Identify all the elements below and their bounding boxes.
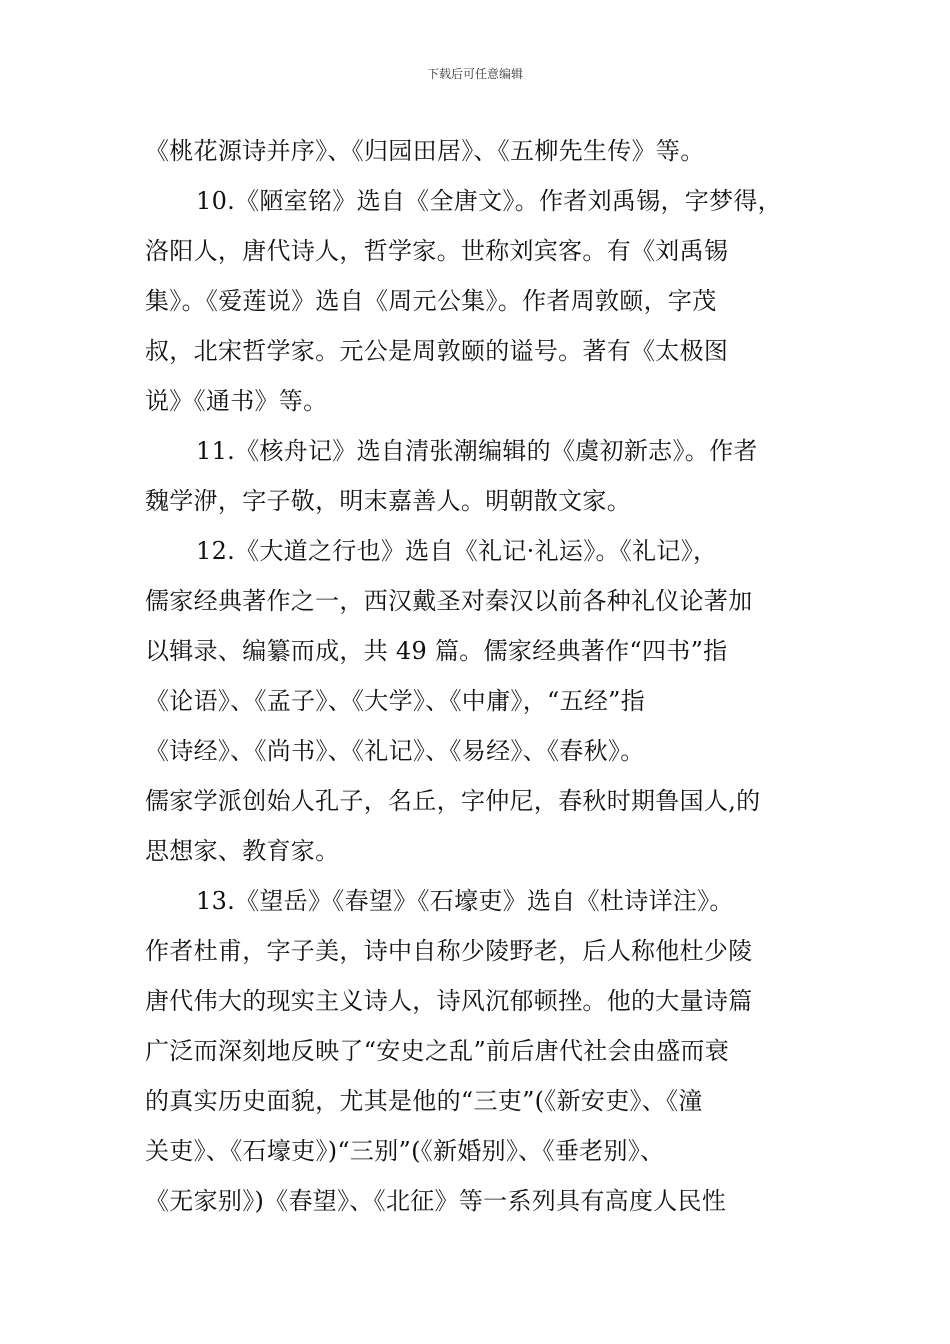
text-line: 唐代伟大的现实主义诗人，诗风沉郁顿挫。他的大量诗篇 xyxy=(145,987,753,1015)
text-line: 《桃花源诗并序》、《归园田居》、《五柳先生传》等。 xyxy=(145,137,705,165)
paragraph-start-line: 10.《陋室铭》选自《全唐文》。作者刘禹锡，字梦得， xyxy=(196,187,782,215)
document-body xyxy=(145,126,835,1226)
text-line: 《论语》、《孟子》、《大学》、《中庸》，“五经”指 xyxy=(145,687,646,715)
text-line: 广泛而深刻地反映了“安史之乱”前后唐代社会由盛而衰 xyxy=(145,1037,730,1065)
text-line: 《诗经》、《尚书》、《礼记》、《易经》、《春秋》。 xyxy=(145,737,645,765)
text-line: 以辑录、编纂而成，共 49 篇。儒家经典著作“四书”指 xyxy=(145,637,728,665)
paragraph-start-line: 13.《望岳》《春望》《石壕吏》选自《杜诗详注》。 xyxy=(196,887,734,915)
text-line: 思想家、教育家。 xyxy=(145,837,340,865)
text-line: 《无家别》)《春望》、《北征》等一系列具有高度人民性 xyxy=(145,1187,727,1215)
text-line: 叔，北宋哲学家。元公是周敦颐的谥号。著有《太极图 xyxy=(145,337,729,365)
text-line: 集》。《爱莲说》选自《周元公集》。作者周敦颐，字茂 xyxy=(145,287,717,315)
paragraph-start-line: 11.《核舟记》选自清张潮编辑的《虞初新志》。作者 xyxy=(196,437,758,465)
text-line: 儒家经典著作之一，西汉戴圣对秦汉以前各种礼仪论著加 xyxy=(145,587,753,615)
text-line: 关吏》、《石壕吏》)“三别”(《新婚别》、《垂老别》、 xyxy=(145,1137,665,1165)
text-line: 说》《通书》等。 xyxy=(145,387,328,415)
text-line: 儒家学派创始人孔子，名丘，字仲尼，春秋时期鲁国人,的 xyxy=(145,787,761,815)
paragraph-start-line: 12.《大道之行也》选自《礼记·礼运》。《礼记》， xyxy=(196,537,718,565)
text-line: 魏学洢，字子敬，明末嘉善人。明朝散文家。 xyxy=(145,487,631,515)
text-line: 洛阳人，唐代诗人，哲学家。世称刘宾客。有《刘禹锡 xyxy=(145,237,729,265)
text-line: 作者杜甫，字子美，诗中自称少陵野老，后人称他杜少陵 xyxy=(145,937,753,965)
text-line: 的真实历史面貌，尤其是他的“三吏”(《新安吏》、《潼 xyxy=(145,1087,703,1115)
page-header: 下载后可任意编辑 xyxy=(426,67,523,81)
